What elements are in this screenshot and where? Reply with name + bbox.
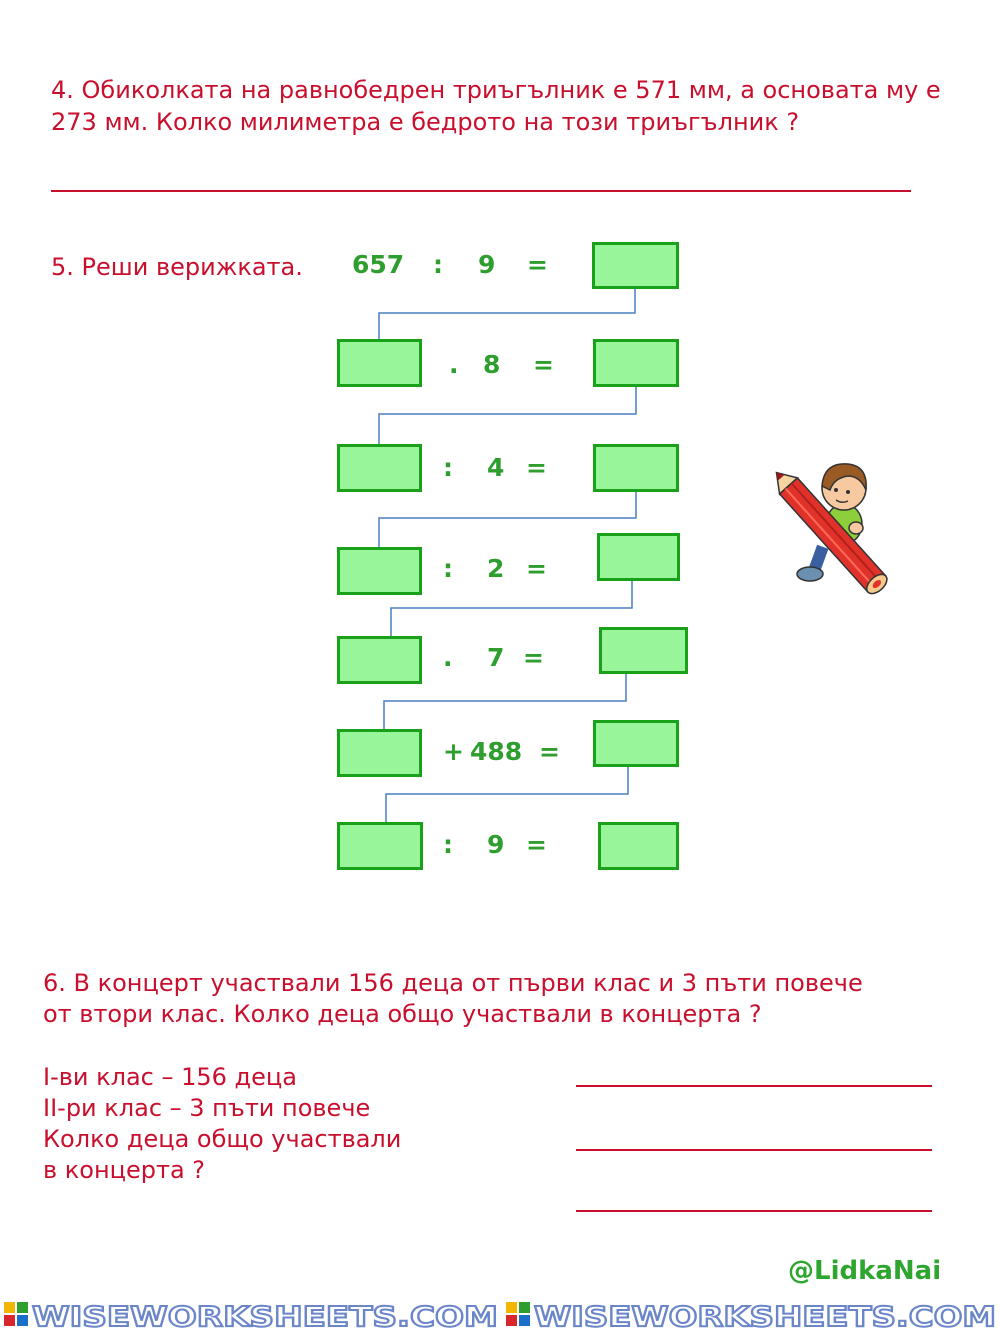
row3-operator: : bbox=[443, 453, 453, 482]
row5-operator: . bbox=[443, 643, 453, 672]
task5-title: 5. Реши верижката. bbox=[51, 253, 303, 281]
row4-operand: 2 bbox=[487, 554, 505, 583]
row1-result-box[interactable] bbox=[592, 242, 679, 289]
given-second-class: II-ри клас – 3 пъти повече bbox=[43, 1094, 371, 1122]
wiseworksheets-logo-icon bbox=[4, 1302, 28, 1326]
answer-line-3[interactable] bbox=[576, 1210, 932, 1212]
brand-text-1: WISEWORKSHEETS.COM bbox=[32, 1300, 498, 1332]
row5-operand: 7 bbox=[487, 643, 505, 672]
row6-equals: = bbox=[539, 737, 560, 766]
given-first-class: I-ви клас – 156 деца bbox=[43, 1063, 297, 1091]
task4-line1: 4. Обиколката на равнобедрен триъгълник е 571 мм, а основата му е bbox=[51, 76, 941, 104]
row4-operator: : bbox=[443, 554, 453, 583]
row6-input-box[interactable] bbox=[337, 729, 422, 777]
row2-operator: . bbox=[449, 350, 459, 379]
question-line1: Колко деца общо участвали bbox=[43, 1125, 402, 1153]
author-credit: @LidkaNai bbox=[788, 1256, 942, 1286]
row2-result-box[interactable] bbox=[593, 339, 679, 387]
answer-line-2[interactable] bbox=[576, 1149, 932, 1151]
row5-equals: = bbox=[523, 643, 544, 672]
row1-equals: = bbox=[527, 250, 548, 279]
boy-with-pencil-illustration bbox=[752, 446, 908, 618]
row4-input-box[interactable] bbox=[337, 547, 422, 595]
row3-input-box[interactable] bbox=[337, 444, 422, 492]
start-number: 657 bbox=[352, 250, 405, 279]
row7-result-box[interactable] bbox=[598, 822, 679, 870]
row7-equals: = bbox=[526, 830, 547, 859]
answer-line-1[interactable] bbox=[576, 1085, 932, 1087]
row1-operand: 9 bbox=[478, 250, 496, 279]
row2-input-box[interactable] bbox=[337, 339, 422, 387]
task6-line2: от втори клас. Колко деца общо участвали в концерта ? bbox=[43, 1000, 762, 1028]
row3-result-box[interactable] bbox=[593, 444, 679, 492]
brand-text-2: WISEWORKSHEETS.COM bbox=[534, 1300, 996, 1332]
row3-equals: = bbox=[526, 453, 547, 482]
row2-equals: = bbox=[533, 350, 554, 379]
question-line2: в концерта ? bbox=[43, 1156, 206, 1184]
row6-result-box[interactable] bbox=[593, 720, 679, 767]
row5-input-box[interactable] bbox=[337, 636, 422, 684]
row6-operand: 488 bbox=[470, 737, 523, 766]
row3-operand: 4 bbox=[487, 453, 505, 482]
task4-line2: 273 мм. Колко милиметра е бедрото на този триъгълник ? bbox=[51, 108, 800, 136]
row7-input-box[interactable] bbox=[337, 822, 423, 870]
row4-equals: = bbox=[526, 554, 547, 583]
task6-line1: 6. В концерт участвали 156 деца от първи клас и 3 пъти повече bbox=[43, 969, 863, 997]
row2-operand: 8 bbox=[483, 350, 501, 379]
wiseworksheets-logo-icon bbox=[506, 1302, 530, 1326]
row7-operator: : bbox=[443, 830, 453, 859]
brand-bar bbox=[0, 1296, 1000, 1332]
row1-operator: : bbox=[433, 250, 443, 279]
row5-result-box[interactable] bbox=[599, 627, 688, 674]
row7-operand: 9 bbox=[487, 830, 505, 859]
row4-result-box[interactable] bbox=[597, 533, 680, 581]
row6-operator: + bbox=[443, 737, 464, 766]
